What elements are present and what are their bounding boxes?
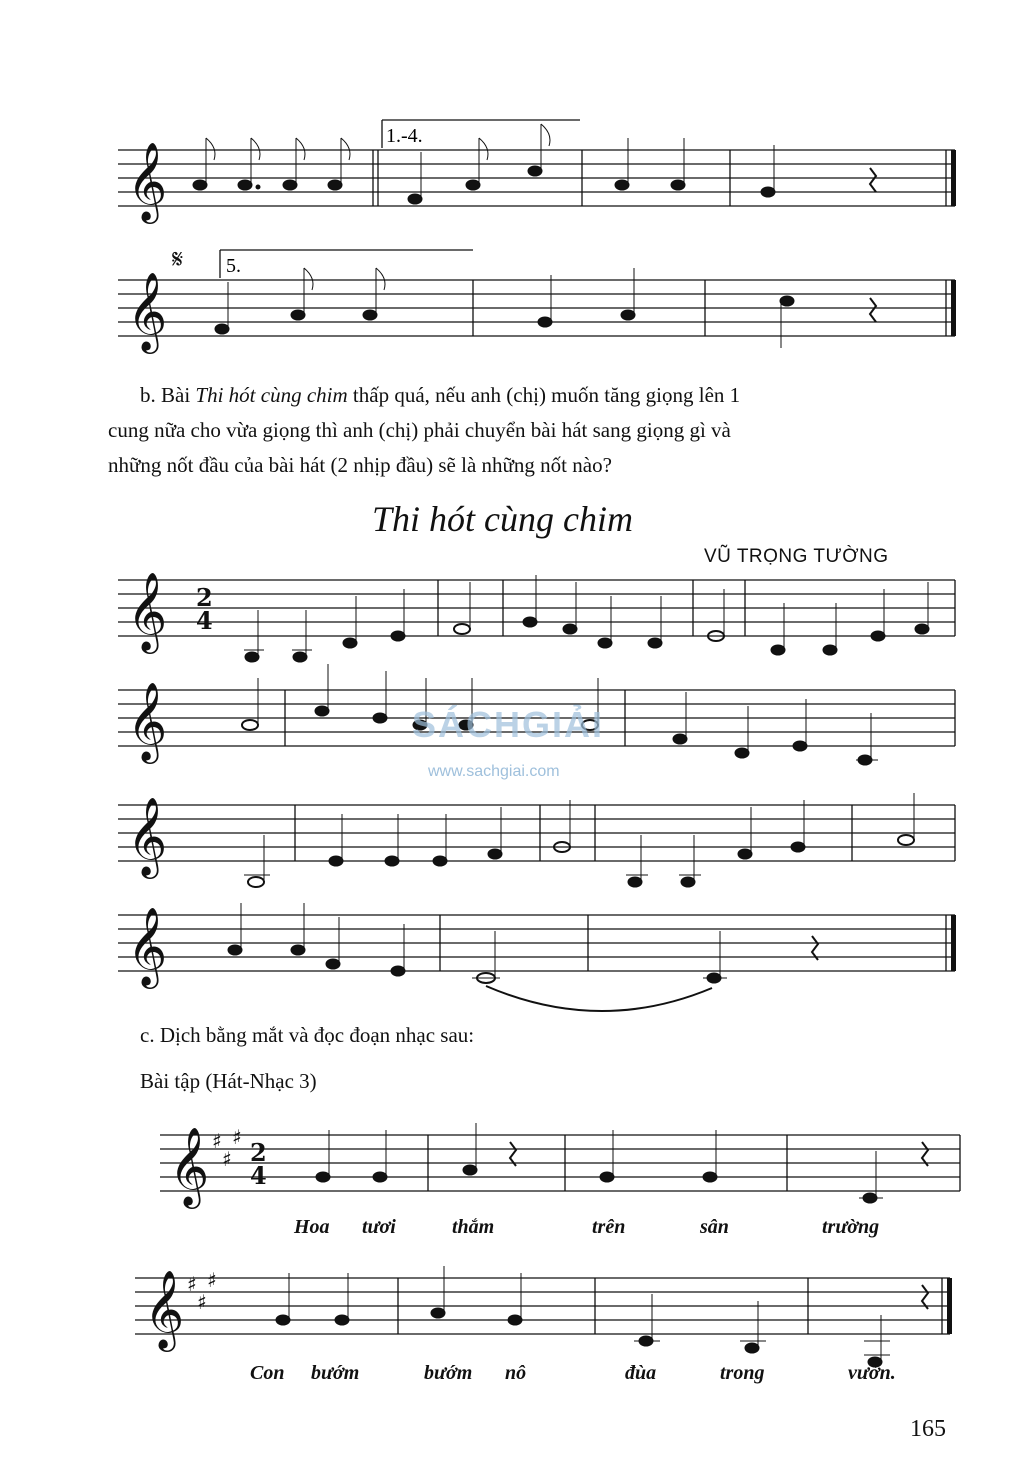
treble-clef-icon: 𝄞 (127, 272, 168, 351)
staff-1 (0, 120, 1024, 221)
sharp-icon: ♯ (212, 1129, 222, 1153)
paragraph-b-line2: cung nữa cho vừa giọng thì anh (chị) phải chuyển bài hát sang giọng gì và (108, 418, 731, 442)
sharp-icon: ♯ (222, 1147, 232, 1171)
lyric-word: trên (592, 1216, 626, 1238)
song-staff-3 (0, 797, 1024, 890)
time-signature-bottom: 4 (196, 606, 213, 635)
sharp-icon: ♯ (207, 1268, 217, 1292)
paragraph-b-line3: những nốt đầu của bài hát (2 nhịp đầu) sẽ là những nốt nào? (108, 453, 612, 477)
lyric-word: đùa (625, 1362, 657, 1384)
staff-2 (0, 240, 1024, 351)
exercise-staff-2 (0, 1268, 1024, 1373)
song-title: Thi hót cùng chim (372, 499, 633, 539)
lyric-word: tươi (362, 1216, 396, 1238)
lyric-word: trường (822, 1216, 880, 1238)
lyric-word: sân (700, 1216, 729, 1238)
exercise-time-bottom: 4 (250, 1161, 267, 1190)
exercise-label: Bài tập (Hát-Nhạc 3) (140, 1069, 317, 1093)
treble-clef-icon: 𝄞 (144, 1270, 185, 1349)
composer-name: VŨ TRỌNG TƯỜNG (704, 546, 889, 567)
song-staff-4 (0, 907, 1024, 1020)
lyric-word: bướm (311, 1362, 360, 1384)
lyric-word: bướm (424, 1362, 473, 1384)
sharp-icon: ♯ (187, 1272, 197, 1296)
treble-clef-icon: 𝄞 (127, 907, 168, 986)
sharp-icon: ♯ (232, 1125, 242, 1149)
treble-clef-icon: 𝄞 (169, 1127, 210, 1206)
lyric-word: Hoa (294, 1216, 330, 1238)
paragraph-b-prefix: b. Bài (140, 383, 196, 407)
treble-clef-icon: 𝄞 (127, 572, 168, 651)
song-staff-1 (0, 572, 1024, 655)
watermark-url: www.sachgiai.com (428, 763, 560, 780)
volta-second-label: 5. (226, 255, 241, 277)
paragraph-c: c. Dịch bằng mắt và đọc đoạn nhạc sau: (140, 1023, 475, 1047)
treble-clef-icon: 𝄞 (127, 142, 168, 221)
paragraph-b-line1 (140, 380, 740, 410)
treble-clef-icon: 𝄞 (127, 682, 168, 761)
page-number: 165 (910, 1416, 946, 1442)
treble-clef-icon: 𝄞 (127, 797, 168, 876)
lyric-word: nô (505, 1362, 527, 1384)
song-reference: Thi hót cùng chim (195, 383, 348, 407)
segno-icon: 𝄋 (172, 245, 184, 275)
lyric-word: trong (720, 1362, 765, 1384)
lyric-word: thắm (452, 1216, 495, 1238)
paragraph-b-line1-rest: thấp quá, nếu anh (chị) muốn tăng giọng lên 1 (347, 383, 741, 407)
exercise-staff-1 (0, 1125, 1024, 1210)
volta-first-label: 1.-4. (386, 125, 423, 147)
watermark-logo: SÁCHGIẢI (412, 704, 605, 745)
lyric-word: vườn. (848, 1362, 896, 1384)
lyric-word: Con (250, 1362, 285, 1384)
time-signature-top: 2 (196, 583, 213, 612)
exercise-time-top: 2 (250, 1138, 267, 1167)
sharp-icon: ♯ (197, 1290, 207, 1314)
